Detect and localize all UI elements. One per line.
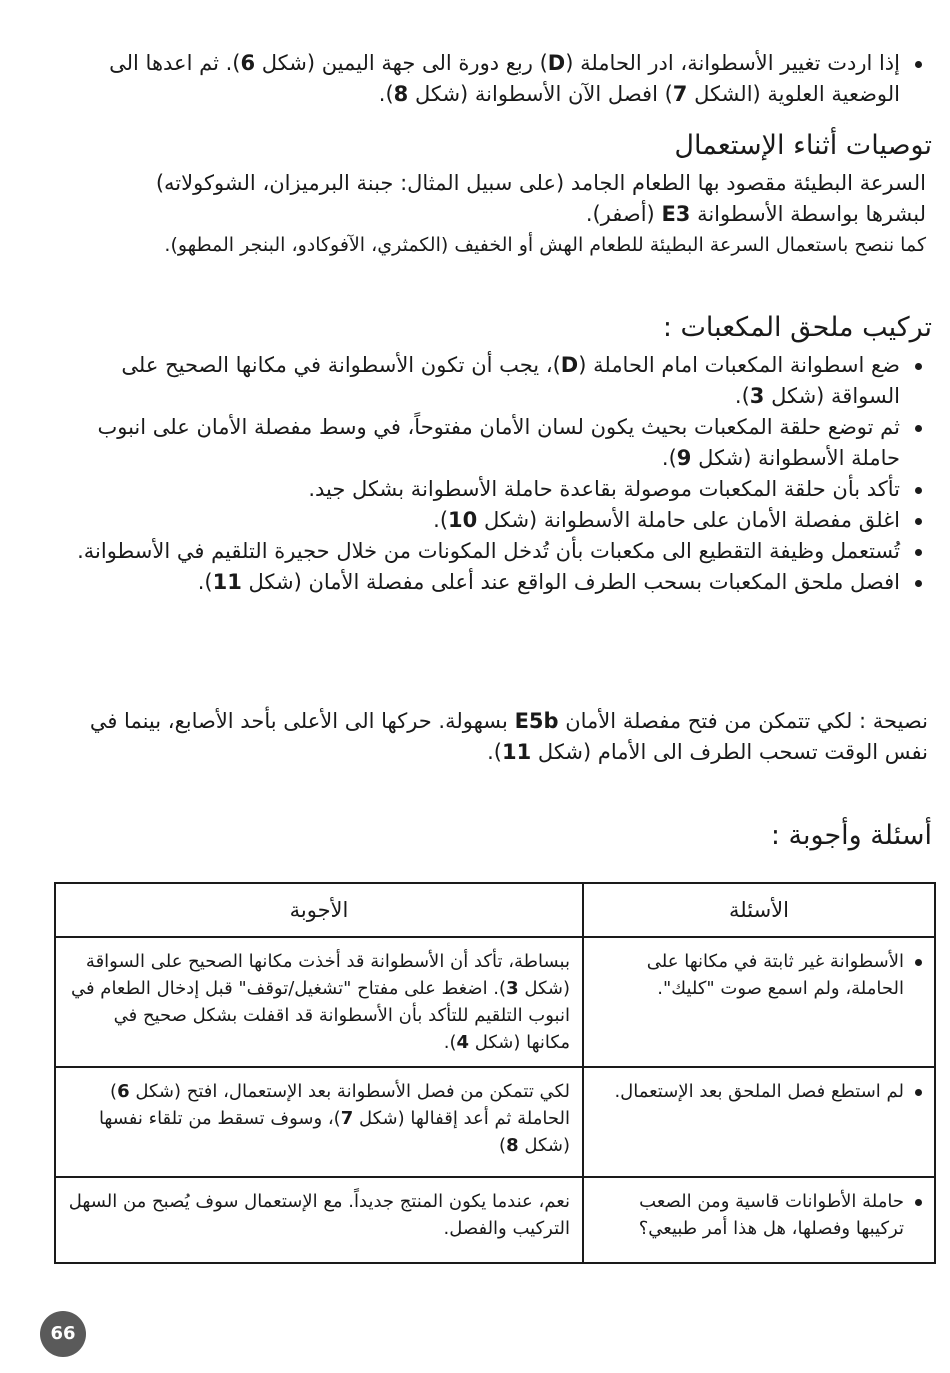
faq-question-cell: حاملة الأطوانات قاسية ومن الصعب تركيبها وفصلها، هل هذا أمر طبيعي؟: [583, 1177, 935, 1263]
assembly-step-5: تُستعمل وظيفة التقطيع الى مكعبات بأن تُدخل المكونات من خلال حجيرة التلقيم في الأسطوانة.: [62, 536, 928, 567]
intro-section: [62, 48, 928, 110]
faq-row: [55, 1177, 935, 1263]
faq-heading: أسئلة وأجوبة :: [770, 820, 932, 851]
faq-row: [55, 937, 935, 1067]
assembly-step-6: افصل ملحق المكعبات بسحب الطرف الواقع عند أعلى مفصلة الأمان (شكل 11).: [62, 567, 928, 598]
faq-col-answers: الأجوبة: [55, 883, 583, 937]
intro-bullet-change-drum: إذا اردت تغيير الأسطوانة، ادر الحاملة (D) ربع دورة الى جهة اليمين (شكل 6). ثم اعدها الى الوضعية العلوية (الشكل 7) افصل الآن الأسطوانة (شكل 8).: [62, 48, 928, 110]
faq-col-questions: الأسئلة: [583, 883, 935, 937]
assembly-step-4: اغلق مفصلة الأمان على حاملة الأسطوانة (شكل 10).: [62, 505, 928, 536]
tips-text: [62, 168, 926, 261]
assembly-heading: تركيب ملحق المكعبات :: [662, 312, 932, 343]
faq-header-row: [55, 883, 935, 937]
assembly-list: [62, 350, 928, 598]
tips-line-1: السرعة البطيئة مقصود بها الطعام الجامد (على سبيل المثال: جبنة البرميزان، الشوكولاته): [155, 171, 926, 195]
faq-answer-cell: نعم، عندما يكون المنتج جديداً. مع الإستعمال سوف يُصبح من السهل التركيب والفصل.: [55, 1177, 583, 1263]
assembly-step-2: ثم توضع حلقة المكعبات بحيث يكون لسان الأمان مفتوحاً، في وسط مفصلة الأمان على انبوب حاملة الأسطوانة (شكل 9).: [62, 412, 928, 474]
assembly-step-1: ضع اسطوانة المكعبات امام الحاملة (D)، يجب أن تكون الأسطوانة في مكانها الصحيح على السواقة (شكل 3).: [62, 350, 928, 412]
page-number-badge: 66: [40, 1311, 86, 1357]
tips-line-3: كما ننصح باستعمال السرعة البطيئة للطعام الهش أو الخفيف (الكمثري، الآفوكادو، البنجر المطهو).: [164, 234, 926, 256]
faq-question-cell: لم استطع فصل الملحق بعد الإستعمال.: [583, 1067, 935, 1177]
advice-paragraph: نصيحة : لكي تتمكن من فتح مفصلة الأمان E5b بسهولة. حركها الى الأعلى بأحد الأصابع، بينما في نفس الوقت تسحب الطرف الى الأمام (شكل 11).: [89, 709, 928, 764]
tips-heading: توصيات أثناء الإستعمال: [674, 130, 932, 161]
assembly-step-3: تأكد بأن حلقة المكعبات موصولة بقاعدة حاملة الأسطوانة بشكل جيد.: [62, 474, 928, 505]
faq-answer-cell: لكي تتمكن من فصل الأسطوانة بعد الإستعمال، افتح (شكل 6) الحاملة ثم أعد إقفالها (شكل 7)، وسوف تسقط من تلقاء نفسها (شكل 8): [55, 1067, 583, 1177]
faq-row: [55, 1067, 935, 1177]
faq-table: [54, 882, 936, 1264]
faq-answer-cell: ببساطة، تأكد أن الأسطوانة قد أخذت مكانها الصحيح على السواقة (شكل 3). اضغط على مفتاح "تشغيل/توقف" قبل إدخال الطعام في انبوب التلقيم للتأكد بأن الأسطوانة قد اقفلت بشكل صحيح في مكانها (شكل 4).: [55, 937, 583, 1067]
tips-line-2: لبشرها بواسطة الأسطوانة E3 (أصفر).: [585, 202, 926, 226]
faq-question-cell: الأسطوانة غير ثابتة في مكانها على الحاملة، ولم اسمع صوت "كليك".: [583, 937, 935, 1067]
